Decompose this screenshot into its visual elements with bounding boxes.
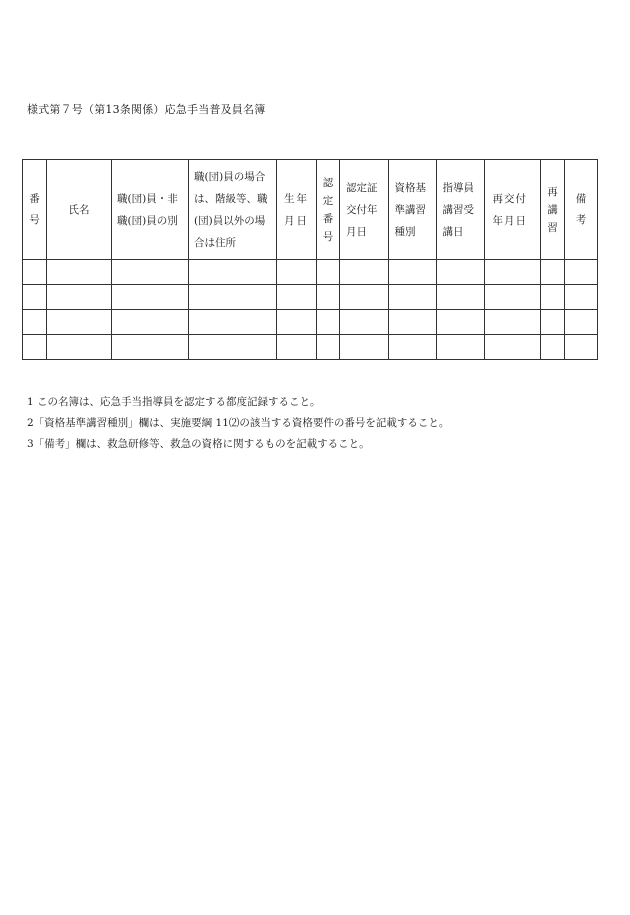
table-cell[interactable] — [565, 335, 598, 360]
table-cell[interactable] — [189, 285, 277, 310]
table-cell[interactable] — [189, 260, 277, 285]
table-cell[interactable] — [340, 310, 389, 335]
table-cell[interactable] — [485, 335, 541, 360]
table-cell[interactable] — [389, 310, 437, 335]
table-cell[interactable] — [112, 285, 189, 310]
table-cell[interactable] — [340, 285, 389, 310]
table-cell[interactable] — [389, 260, 437, 285]
header-remarks: 備考 — [565, 160, 598, 260]
table-cell[interactable] — [189, 310, 277, 335]
header-birth-date: 生年月日 — [277, 160, 317, 260]
header-retraining: 再講習 — [541, 160, 565, 260]
table-cell[interactable] — [47, 335, 112, 360]
table-cell[interactable] — [565, 310, 598, 335]
table-cell[interactable] — [437, 260, 485, 285]
table-cell[interactable] — [277, 260, 317, 285]
table-cell[interactable] — [541, 260, 565, 285]
table-row — [23, 285, 598, 310]
header-cert-issue-date: 認定証交付年月日 — [340, 160, 389, 260]
table-cell[interactable] — [189, 335, 277, 360]
table-cell[interactable] — [277, 335, 317, 360]
table-cell[interactable] — [389, 335, 437, 360]
table-cell[interactable] — [317, 335, 340, 360]
table-cell[interactable] — [23, 285, 47, 310]
table-cell[interactable] — [437, 310, 485, 335]
header-instructor-training-date: 指導員講習受講日 — [437, 160, 485, 260]
table-cell[interactable] — [23, 260, 47, 285]
header-name: 氏名 — [47, 160, 112, 260]
notes — [27, 392, 449, 455]
note-2: 2「資格基準講習種別」欄は、実施要綱 11⑵の該当する資格要件の番号を記載すること。 — [27, 417, 450, 429]
register-table — [22, 159, 598, 360]
header-staff-type: 職(団)員・非職(団)員の別 — [112, 160, 189, 260]
table-cell[interactable] — [112, 335, 189, 360]
table-cell[interactable] — [23, 335, 47, 360]
header-number: 番号 — [23, 160, 47, 260]
table-cell[interactable] — [47, 310, 112, 335]
document-title: 様式第７号（第13条関係）応急手当普及員名簿 — [27, 103, 266, 116]
table-cell[interactable] — [47, 285, 112, 310]
note-3: 3「備考」欄は、救急研修等、救急の資格に関するものを記載すること。 — [27, 438, 370, 450]
table-header-row — [23, 160, 598, 260]
table-cell[interactable] — [112, 310, 189, 335]
table-cell[interactable] — [317, 260, 340, 285]
table-cell[interactable] — [485, 260, 541, 285]
table-cell[interactable] — [389, 285, 437, 310]
table-cell[interactable] — [565, 260, 598, 285]
table-cell[interactable] — [317, 310, 340, 335]
note-1: 1 この名簿は、応急手当指導員を認定する都度記録すること。 — [27, 396, 321, 408]
header-cert-number: 認定番号 — [317, 160, 340, 260]
table-body — [23, 260, 598, 360]
table-row — [23, 260, 598, 285]
table-cell[interactable] — [485, 285, 541, 310]
table-cell[interactable] — [340, 260, 389, 285]
table-cell[interactable] — [277, 310, 317, 335]
table-cell[interactable] — [340, 335, 389, 360]
table-cell[interactable] — [541, 285, 565, 310]
table-cell[interactable] — [565, 285, 598, 310]
table-cell[interactable] — [317, 285, 340, 310]
header-reissue-date: 再交付年月日 — [485, 160, 541, 260]
table-cell[interactable] — [437, 285, 485, 310]
table-cell[interactable] — [437, 335, 485, 360]
table-row — [23, 310, 598, 335]
table-cell[interactable] — [277, 285, 317, 310]
table-row — [23, 335, 598, 360]
header-qualification-type: 資格基準講習種別 — [389, 160, 437, 260]
table-cell[interactable] — [541, 335, 565, 360]
table-cell[interactable] — [23, 310, 47, 335]
table-cell[interactable] — [541, 310, 565, 335]
table-cell[interactable] — [47, 260, 112, 285]
table-cell[interactable] — [485, 310, 541, 335]
table-cell[interactable] — [112, 260, 189, 285]
header-rank-or-address: 職(団)員の場合は、階級等、職(団)員以外の場合は住所 — [189, 160, 277, 260]
